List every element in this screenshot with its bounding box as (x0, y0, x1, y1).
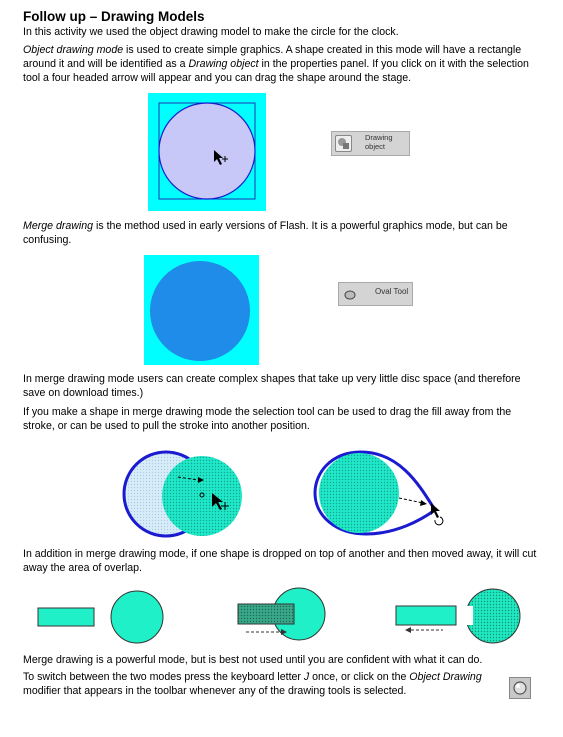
object-drawing-figure (148, 93, 266, 211)
drawing-object-icon (335, 135, 352, 152)
overlap-figure-1 (34, 588, 169, 648)
overlap-paragraph: In addition in merge drawing mode, if one shape is dropped on top of another and then moved away, it will cut away the area of overlap. (23, 548, 537, 574)
drawing-object-panel (331, 131, 410, 156)
overlap-figure-3 (393, 588, 523, 648)
object-mode-term: Object drawing mode (23, 44, 124, 56)
merge-paragraph: Merge drawing is the method used in early versions of Flash. It is a powerful graphics mode, but can be confusing. (23, 220, 508, 246)
switch-modes-paragraph: To switch between the two modes press the keyboard letter J once, or click on the Object Drawing modifier that appears in the toolbar whenever any of the drawing tools is selected. (23, 671, 482, 697)
object-mode-paragraph: Object drawing mode is used to create simple graphics. A shape created in this mode will have a rectangle around it and will be identified as a Drawing object in the properties panel. If you click on it with the selection tool a four headed arrow will appear and you can drag the shape around the stage. (23, 44, 529, 84)
merge-drawing-term: Merge drawing (23, 220, 94, 232)
complex-shapes-paragraph: In merge drawing mode users can create complex shapes that take up very little disc space (and therefore save on download times.) (23, 373, 521, 399)
oval-tool-icon (344, 290, 356, 300)
oval-tool-panel (338, 282, 413, 306)
oval-tool-label: Oval Tool (375, 287, 409, 296)
drawing-object-label: Drawing object (365, 133, 393, 151)
page-title: Follow up – Drawing Models (23, 9, 205, 24)
intro-paragraph: In this activity we used the object drawing model to make the circle for the clock. (23, 26, 399, 38)
object-drawing-term: Object Drawing (409, 671, 482, 683)
drawing-object-term: Drawing object (188, 58, 259, 70)
pull-stroke-figure (311, 448, 446, 538)
key-letter: J (303, 671, 310, 683)
object-drawing-modifier-button[interactable] (509, 677, 531, 699)
merge-drawing-figure (144, 255, 259, 365)
overlap-figure-2 (234, 587, 334, 649)
drag-fill-figure (118, 447, 248, 540)
drag-fill-paragraph: If you make a shape in merge drawing mode the selection tool can be used to drag the fill away from the stroke, or can be used to pull the stroke into another position. (23, 406, 512, 432)
object-drawing-icon (510, 678, 530, 698)
powerful-mode-paragraph: Merge drawing is a powerful mode, but is best not used until you are confident with what it can do. (23, 654, 483, 666)
